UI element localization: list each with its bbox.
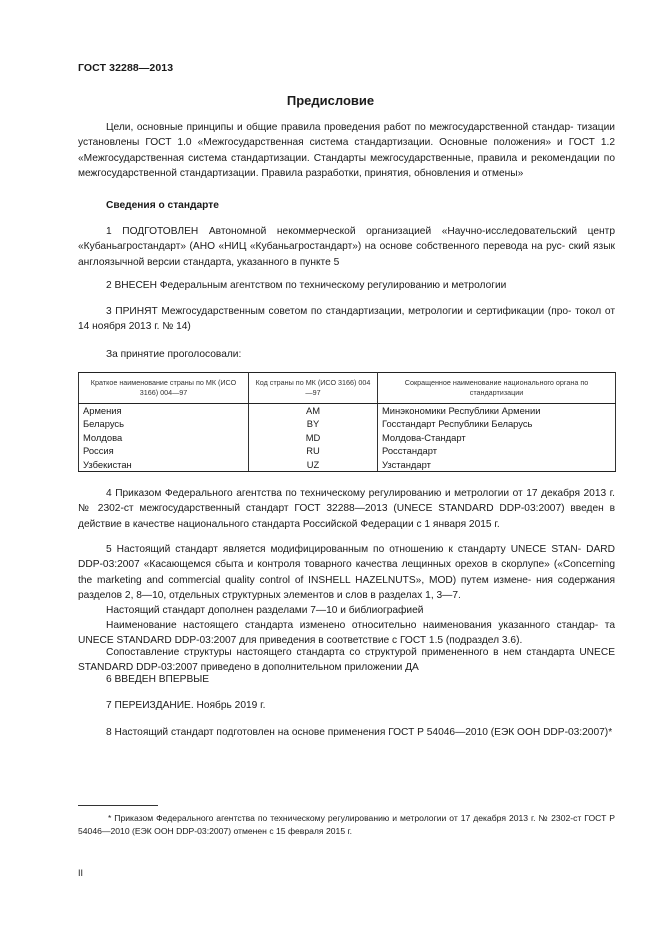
item-5c-text: Наименование настоящего стандарта изменено относительно наименования указанного стандар- та UNECE STANDARD DDP-03:2007 для приведения в соответствие с ГОСТ 1.5 (подраздел 3.6).	[78, 620, 615, 647]
page-number: II	[78, 868, 84, 878]
table-header-body: Сокращенное наименование национального органа по стандартизации	[378, 373, 616, 404]
country-cell: Армения	[79, 404, 249, 418]
body-cell: Узстандарт	[378, 458, 616, 472]
footnote-text: * Приказом Федерального агентства по техническому регулированию и метрологии от 17 декабря 2013 г. № 2302-ст ГОСТ Р 54046—2010 (ЕЭК ООН DDP-03:2007) отменен с 15 февраля 2015 г.	[78, 813, 615, 836]
table-row	[79, 458, 616, 472]
item-7-text: 7 ПЕРЕИЗДАНИЕ. Ноябрь 2019 г.	[106, 700, 266, 711]
item-4-text: 4 Приказом Федерального агентства по техническому регулированию и метрологии от 17 декабря 2013 г. № 2302-ст межгосударственный стандарт ГОСТ 32288—2013 (UNECE STANDARD DDP-03:2007) введен в действие в качестве национального стандарта Российской Федерации с 1 января 2015 г.	[78, 488, 615, 530]
page-title: Предисловие	[286, 93, 375, 108]
item-5-addendum	[78, 603, 615, 618]
item-5b-text: Настоящий стандарт дополнен разделами 7—10 и библиографией	[106, 605, 424, 616]
intro-text: Цели, основные принципы и общие правила проведения работ по межгосударственной стандар- тизации установлены ГОСТ 1.0 «Межгосударственная система стандартизации. Основные положения» и ГОСТ 1.2 «Межгосударственная система стандартизации. Стандарты межгосударственные, правила и рекомендации по межгосударственной стандартизации. Правила разработки, принятия, обновления и отмены»	[78, 122, 615, 180]
table-row	[79, 431, 616, 444]
item-5-text: 5 Настоящий стандарт является модифицированным по отношению к стандарту UNECE STAN- DARD DDP-03:2007 «Касающемся сбыта и контроля товарного качества лещинных орехов в скорлупе» («Concerning the marketing and commercial quality control of INSHELL HAZELNUTS», MOD) путем измене- ния содержания разделов 2, 8—10, отдельных структурных элементов и слов в разделах 1, 3—7.	[78, 544, 615, 602]
country-cell: Россия	[79, 444, 249, 457]
voting-table	[78, 372, 616, 472]
table-row	[79, 444, 616, 457]
item-3	[78, 304, 615, 335]
country-cell: Узбекистан	[79, 458, 249, 472]
code-cell: AM	[249, 404, 378, 418]
body-cell: Росстандарт	[378, 444, 616, 457]
item-8	[78, 725, 615, 740]
item-8-text: 8 Настоящий стандарт подготовлен на основе применения ГОСТ Р 54046—2010 (ЕЭК ООН DDP-03:2007)*	[106, 727, 613, 738]
country-cell: Беларусь	[79, 417, 249, 430]
item-4	[78, 486, 615, 532]
code-cell: MD	[249, 431, 378, 444]
item-2	[78, 278, 615, 293]
voted-line	[78, 347, 615, 362]
body-cell: Минэкономики Республики Армении	[378, 404, 616, 418]
code-cell: BY	[249, 417, 378, 430]
table-row	[79, 404, 616, 418]
table-header-code: Код страны по МК (ИСО 3166) 004—97	[249, 373, 378, 404]
footnote-separator	[78, 805, 158, 806]
body-cell: Молдова-Стандарт	[378, 431, 616, 444]
table-header-country: Краткое наименование страны по МК (ИСО 3166) 004—97	[79, 373, 249, 404]
country-cell: Молдова	[79, 431, 249, 444]
item-1-text: 1 ПОДГОТОВЛЕН Автономной некоммерческой организацией «Научно-исследовательский центр «Кубаньагростандарт» (АНО «НИЦ «Кубаньагростандарт») на основе собственного перевода на рус- ский язык англоязычной версии стандарта, указанного в пункте 5	[78, 226, 615, 268]
item-3-text: 3 ПРИНЯТ Межгосударственным советом по стандартизации, метрологии и сертификации (про- токол от 14 ноября 2013 г. № 14)	[78, 306, 615, 333]
voted-text: За принятие проголосовали:	[106, 349, 242, 360]
item-6	[78, 672, 615, 687]
item-5	[78, 542, 615, 604]
info-heading: Сведения о стандарте	[106, 200, 219, 211]
item-5d-text: Сопоставление структуры настоящего стандарта со структурой примененного в нем стандарта UNECE STANDARD DDP-03:2007 приведено в дополнительном приложении ДА	[78, 647, 615, 674]
item-7	[78, 698, 615, 713]
code-cell: RU	[249, 444, 378, 457]
body-cell: Госстандарт Республики Беларусь	[378, 417, 616, 430]
item-6-text: 6 ВВЕДЕН ВПЕРВЫЕ	[106, 674, 210, 685]
document-header: ГОСТ 32288—2013	[78, 62, 174, 74]
item-1	[78, 224, 615, 270]
code-cell: UZ	[249, 458, 378, 472]
item-2-text: 2 ВНЕСЕН Федеральным агентством по техническому регулированию и метрологии	[106, 280, 507, 291]
intro-paragraph	[78, 120, 615, 182]
footnote	[78, 812, 615, 837]
table-row	[79, 417, 616, 430]
